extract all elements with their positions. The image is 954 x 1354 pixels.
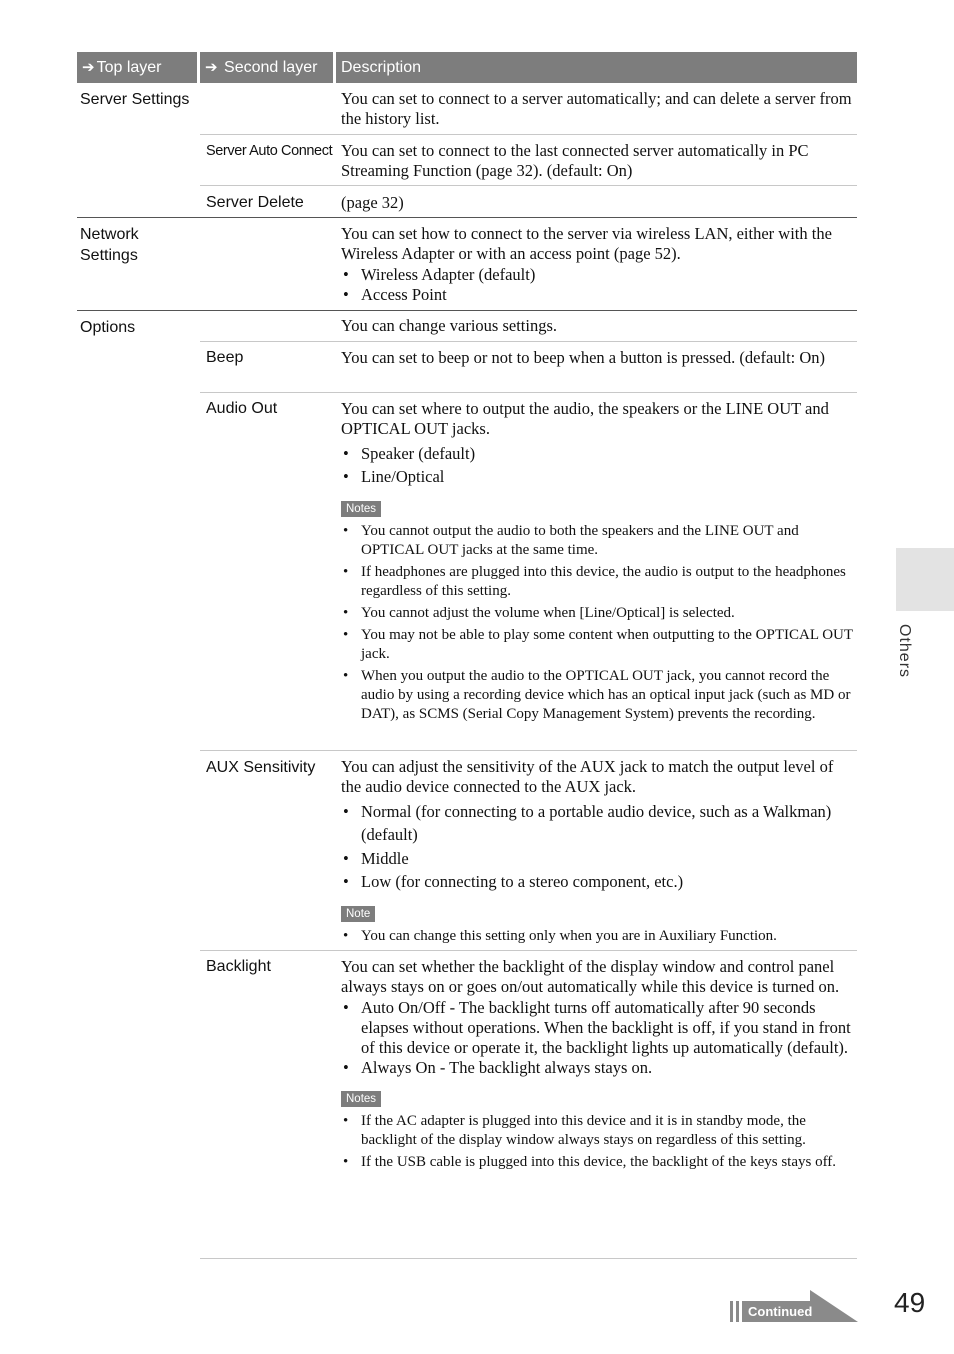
audio-out-notes <box>341 522 857 724</box>
desc-backlight-text: You can set whether the backlight of the display window and control panel always stays on or goes on/out automatically while this device is turned on. <box>341 957 840 997</box>
list-item: • Always On - The backlight always stays on. <box>341 1058 857 1078</box>
note-badge: Note <box>341 906 375 922</box>
column-header-second-layer <box>200 52 333 83</box>
section-divider <box>77 217 857 218</box>
desc-beep <box>341 348 857 368</box>
top-layer-network-settings-line2: Settings <box>80 247 138 264</box>
network-settings-options <box>341 265 857 306</box>
list-item: • If the USB cable is plugged into this device, the backlight of the keys stays off. <box>341 1153 857 1172</box>
second-layer-server-auto-connect: Server Auto Connect <box>206 143 333 159</box>
audio-out-options <box>341 442 857 489</box>
notes-badge: Notes <box>341 501 381 517</box>
desc-server-auto-connect <box>341 141 857 182</box>
list-item: • If the AC adapter is plugged into this device and it is in standby mode, the backlight of the display window always stays on regardless of this setting. <box>341 1112 857 1150</box>
list-item: • Auto On/Off - The backlight turns off automatically after 90 seconds elapses without operations. When the backlight is off, if you stand in front of this device or operate it, the backlight lights up automatically (default). <box>341 998 857 1059</box>
row-divider <box>200 392 857 393</box>
list-item: • Wireless Adapter (default) <box>341 265 857 285</box>
row-divider <box>200 950 857 951</box>
row-divider <box>200 341 857 342</box>
list-item: • You cannot output the audio to both the speakers and the LINE OUT and OPTICAL OUT jacks at the same time. <box>341 522 857 560</box>
column-header-description <box>336 52 857 83</box>
desc-server-settings <box>341 89 857 130</box>
top-layer-server-settings: Server Settings <box>80 91 190 108</box>
list-item: • Access Point <box>341 285 857 305</box>
list-item: • You cannot adjust the volume when [Line/Optical] is selected. <box>341 604 857 623</box>
row-divider <box>200 750 857 751</box>
desc-aux-sensitivity <box>341 757 857 949</box>
second-layer-audio-out: Audio Out <box>206 400 278 417</box>
list-item: • Normal (for connecting to a portable audio device, such as a Walkman) (default) <box>341 800 857 847</box>
top-layer-network-settings-line1: Network <box>80 226 139 243</box>
column-header-description-label: Description <box>341 59 422 76</box>
page-number: 49 <box>894 1287 926 1318</box>
list-item: • When you output the audio to the OPTICAL OUT jack, you cannot record the audio by using a recording device which has an optical input jack (such as MD or DAT), as SCMS (Serial Copy Management System) prevents the recording. <box>341 667 857 724</box>
column-header-second-layer-label: Second layer <box>224 59 318 76</box>
second-layer-beep: Beep <box>206 349 244 366</box>
second-layer-server-delete: Server Delete <box>206 194 304 211</box>
desc-network-settings <box>341 224 857 305</box>
desc-server-settings-text: You can set to connect to a server automatically; and can delete a server from the history list. <box>341 89 852 129</box>
list-item: • You may not be able to play some content when outputting to the OPTICAL OUT jack. <box>341 626 857 664</box>
aux-sensitivity-options <box>341 800 857 894</box>
desc-options-text: You can change various settings. <box>341 316 557 335</box>
desc-audio-out <box>341 399 857 727</box>
desc-options <box>341 316 857 336</box>
backlight-notes <box>341 1112 857 1172</box>
desc-beep-text: You can set to beep or not to beep when a button is pressed. (default: On) <box>341 348 826 367</box>
desc-backlight <box>341 957 857 1175</box>
second-layer-aux-sensitivity: AUX Sensitivity <box>206 759 316 776</box>
column-header-top-layer <box>77 52 197 83</box>
list-item: • If headphones are plugged into this device, the audio is output to the headphones regardless of this setting. <box>341 563 857 601</box>
section-tab <box>896 548 954 611</box>
arrow-right-icon: ➔ <box>82 59 95 76</box>
list-item: • Middle <box>341 847 857 871</box>
desc-server-delete-text: (page 32) <box>341 193 404 212</box>
arrow-right-icon: ➔ <box>205 59 218 76</box>
notes-badge: Notes <box>341 1091 381 1107</box>
continued-label: Continued <box>748 1304 813 1319</box>
desc-aux-sensitivity-text: You can adjust the sensitivity of the AUX jack to match the output level of the audio device connected to the AUX jack. <box>341 757 834 797</box>
list-item: • Line/Optical <box>341 465 857 489</box>
list-item: • Speaker (default) <box>341 442 857 466</box>
section-divider <box>77 310 857 311</box>
row-divider <box>200 134 857 135</box>
top-layer-network-settings <box>80 224 198 266</box>
desc-audio-out-text: You can set where to output the audio, the speakers or the LINE OUT and OPTICAL OUT jacks. <box>341 399 829 439</box>
row-divider <box>200 1258 857 1259</box>
desc-server-delete <box>341 193 857 213</box>
desc-network-settings-text: You can set how to connect to the server via wireless LAN, either with the Wireless Adapter or with an access point (page 52). <box>341 224 832 264</box>
section-tab-label: Others <box>896 624 913 679</box>
desc-server-auto-connect-text: You can set to connect to the last connected server automatically in PC Streaming Function (page 32). (default: On) <box>341 141 809 181</box>
aux-sensitivity-notes <box>341 927 857 946</box>
list-item: • You can change this setting only when you are in Auxiliary Function. <box>341 927 857 946</box>
second-layer-backlight: Backlight <box>206 958 271 975</box>
top-layer-options: Options <box>80 319 136 336</box>
column-header-top-layer-label: Top layer <box>96 59 162 76</box>
backlight-options <box>341 998 857 1079</box>
list-item: • Low (for connecting to a stereo component, etc.) <box>341 870 857 894</box>
row-divider <box>200 185 857 186</box>
